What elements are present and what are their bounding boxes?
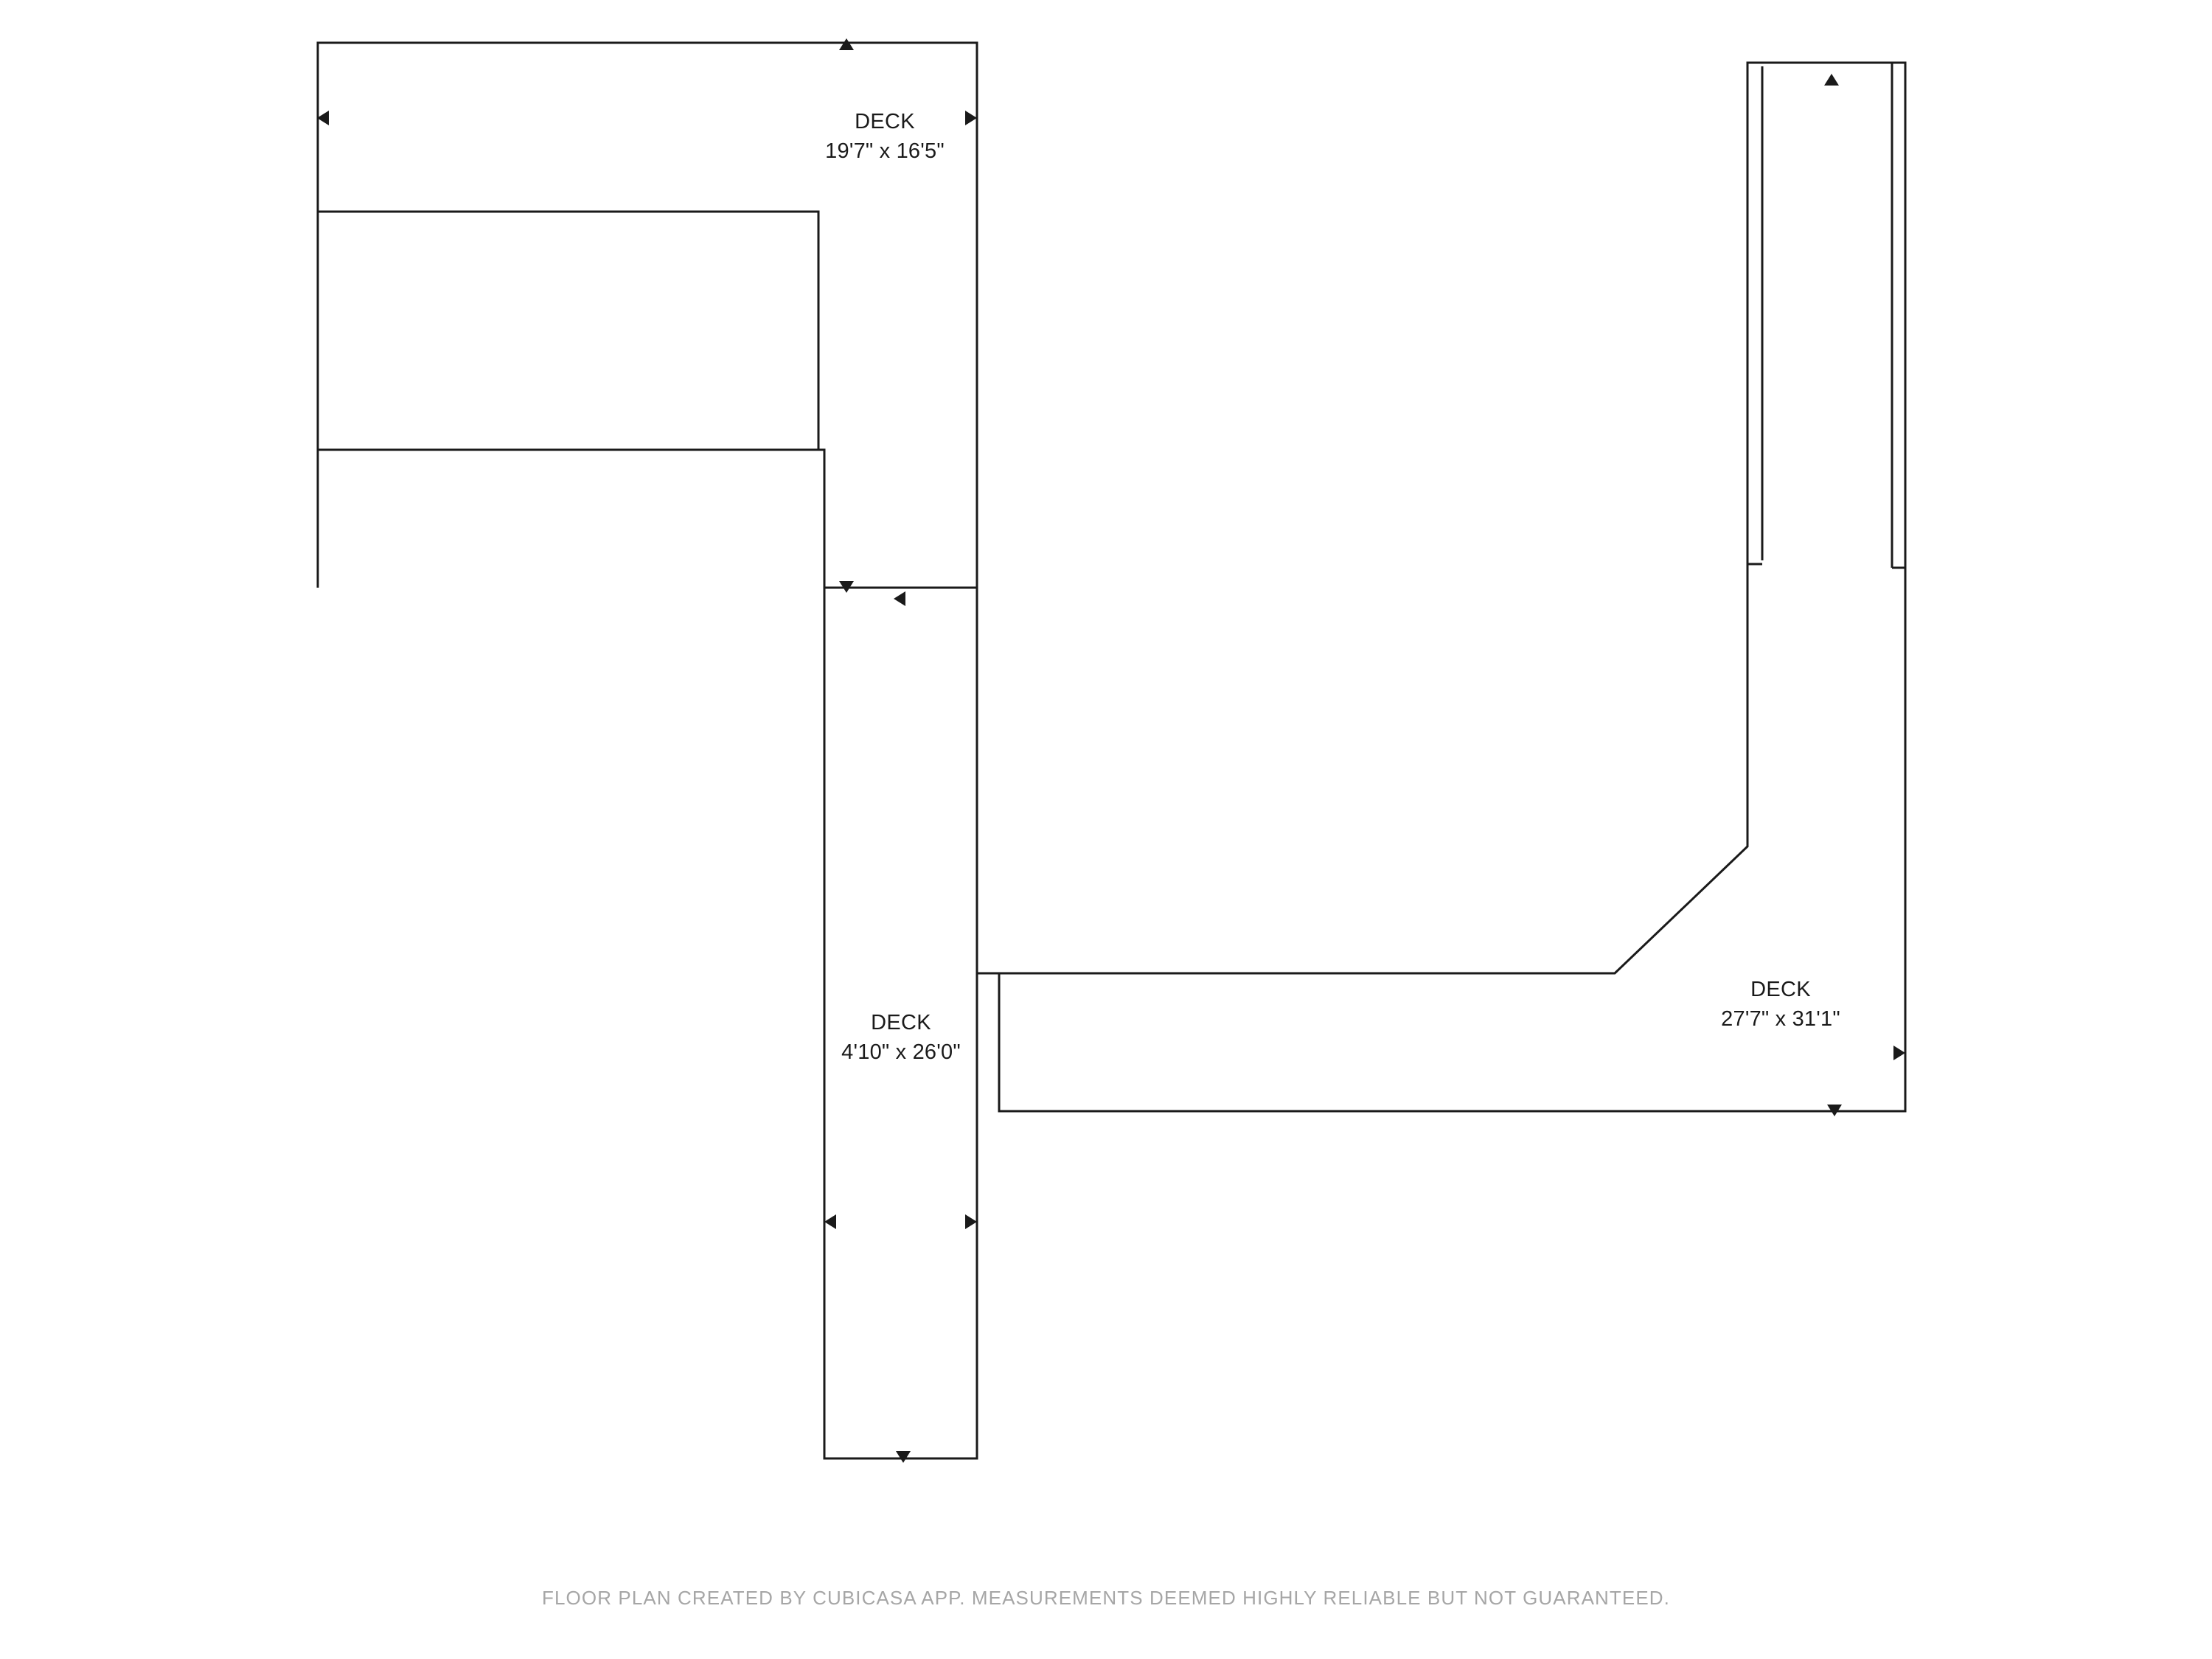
room-name: DECK (871, 1011, 931, 1034)
deck-right-wall-detail (1747, 63, 1905, 568)
arrow-strip-right (965, 1214, 977, 1229)
room-label-deck-center-strip (754, 1008, 1048, 1067)
dimension-arrowheads (317, 38, 1905, 1463)
room-label-deck-upper-left (737, 107, 1032, 166)
arrow-right-deck-right (1893, 1046, 1905, 1060)
arrow-strip-top-left (894, 591, 905, 606)
room-label-deck-right-large (1633, 975, 1928, 1034)
room-dimensions: 4'10" x 26'0" (841, 1040, 961, 1065)
room-dimensions: 19'7" x 16'5" (825, 139, 945, 164)
arrow-right-deck-up (1824, 74, 1839, 86)
footer-disclaimer: FLOOR PLAN CREATED BY CUBICASA APP. MEASUREMENTS DEEMED HIGHLY RELIABLE BUT NOT GUARANTEED. (542, 1587, 1670, 1609)
arrow-strip-left (824, 1214, 836, 1229)
deck-right-large-outline (977, 63, 1905, 1111)
arrow-top-deck-up (839, 38, 854, 50)
room-dimensions: 27'7" x 31'1" (1721, 1007, 1840, 1032)
arrow-strip-bottom-down (896, 1451, 911, 1463)
room-name: DECK (855, 110, 915, 133)
room-name: DECK (1750, 978, 1811, 1001)
